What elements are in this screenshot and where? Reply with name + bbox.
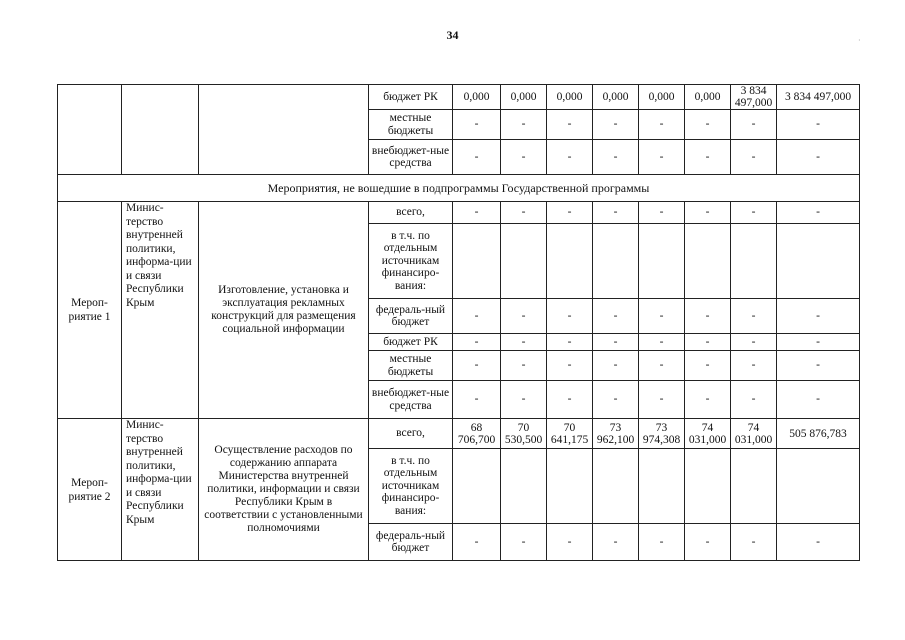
value-cell: - [501,202,547,224]
activity-description: Осуществление расходов по содержанию аппарата Министерства внутренней политики, информации и связи Республики Крым в соответствии с установленными полномочиями [199,419,369,561]
value-cell: - [593,299,639,334]
value-cell: - [593,524,639,561]
value-cell [453,449,501,524]
value-cell [731,224,777,299]
value-cell: - [547,524,593,561]
value-cell [685,224,731,299]
value-cell: - [593,334,639,351]
executor: Минис-терство внутренней политики, информа-ции и связи Республики Крым [122,419,199,561]
empty-cell [122,85,199,175]
funding-source: всего, [369,419,453,449]
value-cell: - [685,140,731,175]
value-cell: - [731,202,777,224]
value-cell: - [501,351,547,381]
value-cell: 0,000 [685,85,731,110]
value-cell: - [593,110,639,140]
value-cell [639,224,685,299]
value-cell: - [639,299,685,334]
value-cell: - [453,299,501,334]
funding-source: всего, [369,202,453,224]
value-cell [593,224,639,299]
value-cell: - [639,524,685,561]
value-cell: - [731,524,777,561]
table-row [58,202,860,224]
funding-source: местные бюджеты [369,351,453,381]
value-cell: - [593,381,639,419]
value-cell: - [777,110,860,140]
value-cell: - [593,140,639,175]
value-cell: - [501,140,547,175]
value-cell: - [777,381,860,419]
value-cell: - [731,299,777,334]
value-cell: - [639,351,685,381]
value-cell: - [777,140,860,175]
value-cell: - [453,381,501,419]
value-cell: 0,000 [501,85,547,110]
value-cell: - [639,381,685,419]
value-cell: - [453,140,501,175]
value-cell: - [685,110,731,140]
value-cell [593,449,639,524]
value-cell: - [453,110,501,140]
value-cell: - [547,140,593,175]
value-cell: 73 974,308 [639,419,685,449]
value-cell: 0,000 [639,85,685,110]
funding-source: в т.ч. по отдельным источникам финансиро-вания: [369,224,453,299]
value-cell: 3 834 497,000 [731,85,777,110]
value-cell: - [731,110,777,140]
funding-source: внебюджет-ные средства [369,140,453,175]
value-cell: 68 706,700 [453,419,501,449]
value-cell: - [547,381,593,419]
value-cell: - [777,334,860,351]
section-row [58,175,860,202]
table-row [58,85,860,110]
value-cell: - [593,351,639,381]
value-cell: - [501,524,547,561]
value-cell: 70 530,500 [501,419,547,449]
value-cell [501,224,547,299]
activity-name: Мероп-риятие 2 [58,419,122,561]
value-cell: - [639,110,685,140]
funding-source: в т.ч. по отдельным источникам финансиро-вания: [369,449,453,524]
value-cell: - [685,381,731,419]
funding-source: федераль-ный бюджет [369,524,453,561]
value-cell: - [501,381,547,419]
funding-source: бюджет РК [369,334,453,351]
value-cell: - [777,351,860,381]
value-cell: - [547,334,593,351]
value-cell: - [547,351,593,381]
value-cell: - [685,202,731,224]
table-body [58,85,860,561]
value-cell: - [777,202,860,224]
section-title: Мероприятия, не вошедшие в подпрограммы Государственной программы [58,175,860,202]
value-cell: - [547,110,593,140]
value-cell: - [731,381,777,419]
activity-description: Изготовление, установка и эксплуатация рекламных конструкций для размещения социальной информации [199,202,369,419]
value-cell: 74 031,000 [731,419,777,449]
value-cell: - [731,334,777,351]
value-cell: - [731,351,777,381]
value-cell [777,224,860,299]
financing-table [57,84,860,561]
value-cell [547,449,593,524]
value-cell: - [685,299,731,334]
value-cell: - [685,334,731,351]
value-cell: - [777,524,860,561]
value-cell: - [731,140,777,175]
value-cell [777,449,860,524]
value-cell: - [453,202,501,224]
value-cell: 505 876,783 [777,419,860,449]
funding-source: федераль-ный бюджет [369,299,453,334]
executor: Минис-терство внутренней политики, информа-ции и связи Республики Крым [122,202,199,419]
value-cell: 73 962,100 [593,419,639,449]
value-cell: - [501,110,547,140]
value-cell: 0,000 [547,85,593,110]
value-cell: - [547,299,593,334]
value-cell: - [639,140,685,175]
value-cell: 74 031,000 [685,419,731,449]
value-cell [685,449,731,524]
value-cell: - [501,299,547,334]
value-cell: - [593,202,639,224]
value-cell [639,449,685,524]
table-row [58,419,860,449]
value-cell: - [453,524,501,561]
value-cell: - [639,334,685,351]
funding-source: внебюджет-ные средства [369,381,453,419]
activity-name: Мероп-риятие 1 [58,202,122,419]
value-cell: - [685,351,731,381]
value-cell: - [453,351,501,381]
funding-source: бюджет РК [369,85,453,110]
value-cell: 0,000 [593,85,639,110]
value-cell: - [777,299,860,334]
value-cell: - [547,202,593,224]
value-cell [501,449,547,524]
value-cell: - [685,524,731,561]
value-cell [547,224,593,299]
value-cell [731,449,777,524]
value-cell: - [453,334,501,351]
value-cell [453,224,501,299]
empty-cell [58,85,122,175]
value-cell: - [639,202,685,224]
empty-cell [199,85,369,175]
page-number: 34 [446,28,459,42]
value-cell: - [501,334,547,351]
value-cell: 70 641,175 [547,419,593,449]
value-cell: 3 834 497,000 [777,85,860,110]
scan-mark: · [858,36,861,45]
value-cell: 0,000 [453,85,501,110]
funding-source: местные бюджеты [369,110,453,140]
